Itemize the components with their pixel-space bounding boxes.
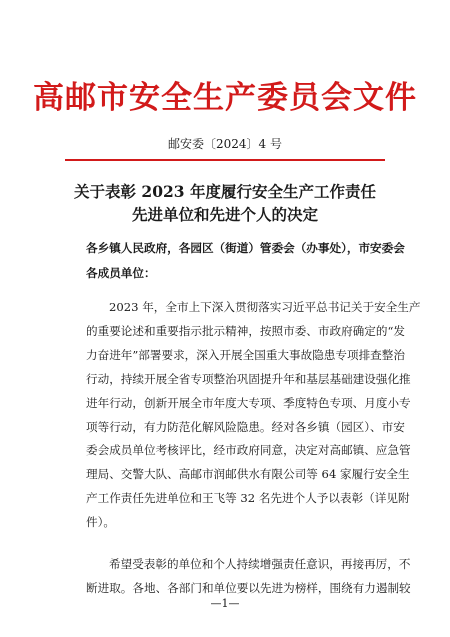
paragraph-line: 行动，持续开展全省专项整治巩固提升年和基层基础建设强化推 <box>86 371 411 386</box>
paragraph-line: 进年行动，创新开展全市年度大专项、季度特色专项、月度小专 <box>86 395 411 410</box>
paragraph-line: 件）。 <box>86 515 115 530</box>
document-title-line: 关于表彰 2023 年度履行安全生产工作责任 <box>74 182 376 201</box>
document-title <box>0 180 450 226</box>
paragraph-line: 产工作责任先进单位和王飞等 32 名先进个人予以表彰（详见附 <box>86 491 410 506</box>
document-body <box>86 296 421 601</box>
paragraph-1 <box>86 296 421 535</box>
document-number: 邮安委〔2024〕4 号 <box>168 137 282 151</box>
paragraph-line: 断进取。各地、各部门和单位要以先进为榜样，围绕有力遏制较 <box>86 580 411 595</box>
recipients <box>86 236 405 286</box>
document-header-title: 高邮市安全生产委员会文件 <box>33 80 417 116</box>
recipients-line: 各乡镇人民政府，各园区（街道）管委会（办事处），市安委会 <box>86 241 405 255</box>
paragraph-line: 希望受表彰的单位和个人持续增强责任意识，再接再厉，不 <box>109 557 411 572</box>
paragraph-line: 理局、交警大队、高邮市润邮供水有限公司等 64 家履行安全生 <box>86 467 410 482</box>
paragraph-line: 委会成员单位考核评比，经市政府同意，决定对高邮镇、应急管 <box>86 443 411 458</box>
page-number: —1— <box>210 597 240 610</box>
paragraph-2 <box>86 553 411 601</box>
recipients-line: 各成员单位： <box>86 266 156 280</box>
document-title-line: 先进单位和先进个人的决定 <box>131 205 318 224</box>
paragraph-line: 项等行动，有力防范化解风险隐患。经对各乡镇（园区）、市安 <box>86 419 405 434</box>
paragraph-line: 的重要论述和重要指示批示精神，按照市委、市政府确定的“发 <box>86 323 405 338</box>
paragraph-line: 力奋进年”部署要求，深入开展全国重大事故隐患专项排查整治 <box>86 347 405 362</box>
paragraph-line: 2023 年，全市上下深入贯彻落实习近平总书记关于安全生产 <box>109 300 421 314</box>
header-red-rule <box>65 159 385 161</box>
